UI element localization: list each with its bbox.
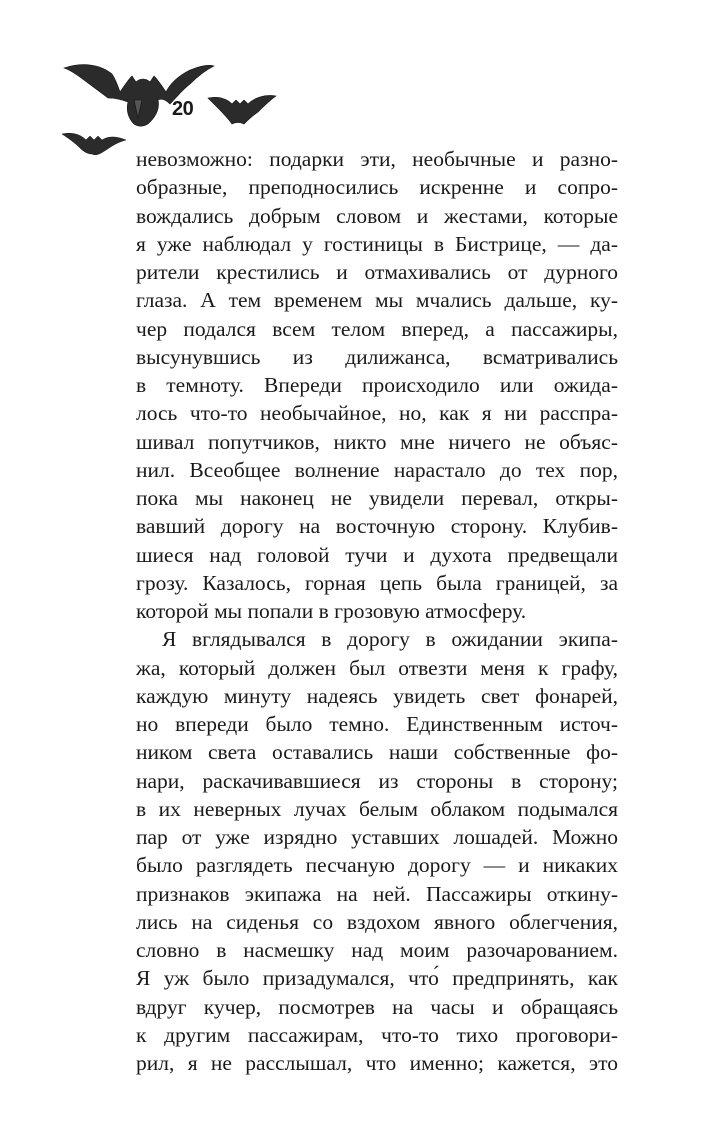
text-line: было разглядеть песчаную дорогу — и никаких bbox=[136, 853, 618, 878]
bat-small-icon bbox=[62, 133, 126, 155]
text-line: Я уж было призадумался, что́ предпринять, как bbox=[136, 966, 618, 991]
text-line: к другим пассажирам, что-то тихо проговори- bbox=[136, 1022, 618, 1047]
text-line: шивал попутчиков, никто мне ничего не объяс- bbox=[136, 429, 618, 454]
page-number: 20 bbox=[172, 98, 194, 120]
text-line: каждую минуту надеясь увидеть свет фонарей, bbox=[136, 683, 618, 708]
text-line: шиеся над головой тучи и духота предвещали bbox=[136, 542, 618, 567]
text-line: грозу. Казалось, горная цепь была границей, за bbox=[136, 570, 618, 595]
text-line: высунувшись из дилижанса, всматривались bbox=[136, 344, 618, 369]
text-line: вавший дорогу на восточную сторону. Клубив- bbox=[136, 514, 618, 539]
text-line: нари, раскачивавшиеся из стороны в сторону; bbox=[136, 768, 618, 793]
text-line: Я вглядывался в дорогу в ожидании экипа- bbox=[162, 627, 618, 652]
text-line: лись на сиденья со вздохом явного облегчения, bbox=[136, 909, 618, 934]
text-line: в их неверных лучах белым облаком подымался bbox=[136, 796, 618, 821]
text-line: невозможно: подарки эти, необычные и разно- bbox=[136, 147, 618, 171]
text-line: чер подался всем телом вперед, а пассажиры, bbox=[136, 316, 618, 341]
text-line: образные, преподносились искренне и сопро- bbox=[136, 175, 618, 200]
paragraph-2 bbox=[136, 625, 618, 1077]
paragraph-1 bbox=[136, 145, 618, 625]
text-line: ником света оставались наши собственные фо- bbox=[136, 740, 618, 765]
text-line: рил, я не расслышал, что именно; кажется, это bbox=[136, 1051, 618, 1075]
text-line: я уже наблюдал у гостиницы в Бистрице, — да- bbox=[136, 231, 618, 256]
text-line: но впереди было темно. Единственным источ- bbox=[136, 712, 618, 736]
body-text bbox=[136, 145, 618, 1077]
text-line: признаков экипажа на ней. Пассажиры откину- bbox=[136, 881, 618, 906]
text-line: которой мы попали в грозовую атмосферу. bbox=[136, 599, 527, 623]
text-line: вождались добрым словом и жестами, которые bbox=[136, 203, 618, 228]
text-line: лось что-то необычайное, но, как я ни расспра- bbox=[136, 401, 618, 426]
text-line: глаза. А тем временем мы мчались дальше, ку- bbox=[136, 288, 618, 313]
text-line: нил. Всеобщее волнение нарастало до тех пор, bbox=[136, 457, 618, 482]
text-line: рители крестились и отмахивались от дурного bbox=[136, 260, 618, 284]
text-line: пока мы наконец не увидели перевал, откры- bbox=[136, 486, 618, 510]
text-line: в темноту. Впереди происходило или ожида- bbox=[136, 373, 618, 397]
bat-medium-icon bbox=[208, 95, 276, 124]
text-line: словно в насмешку над моим разочарованием. bbox=[136, 938, 618, 962]
text-line: жа, который должен был отвезти меня к графу, bbox=[136, 655, 618, 680]
text-line: пар от уже изрядно уставших лошадей. Можно bbox=[136, 825, 618, 849]
text-line: вдруг кучер, посмотрев на часы и обращаясь bbox=[136, 994, 618, 1019]
